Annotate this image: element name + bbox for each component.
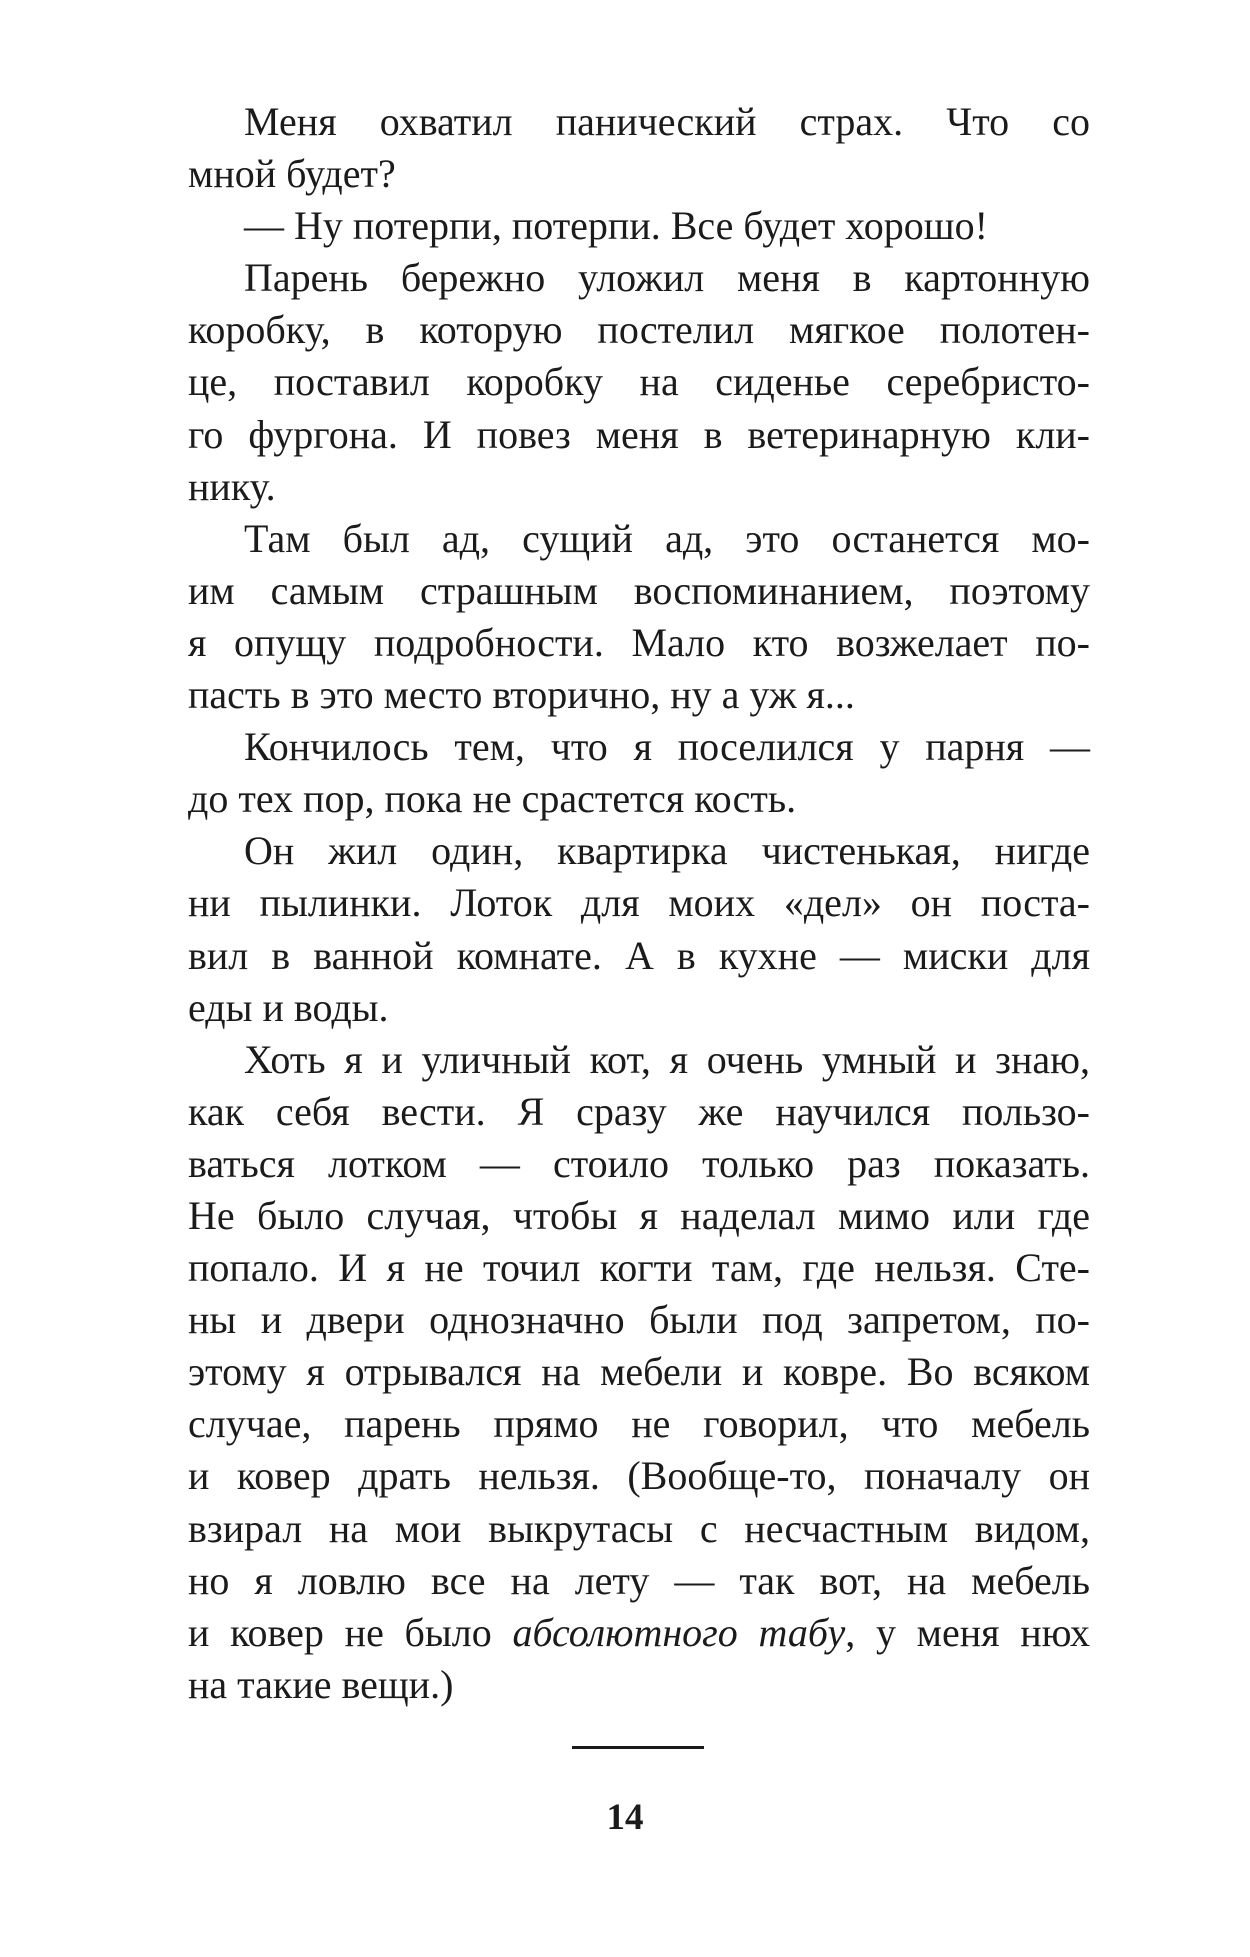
text-line: нику. xyxy=(188,463,276,509)
text-line: им самым страшным воспоминанием, поэтому xyxy=(188,567,1090,613)
text-line: мной будет? xyxy=(188,151,396,197)
italic-phrase: абсолютного табу xyxy=(512,1609,846,1655)
page-number-rule xyxy=(572,1746,704,1749)
text-segment: , у меня нюх xyxy=(845,1609,1090,1655)
text-line: вил в ванной комнате. А в кухне — миски для xyxy=(188,932,1090,978)
text-line: этому я отрывался на мебели и ковре. Во всяком xyxy=(188,1349,1090,1395)
text-line: я опущу подробности. Мало кто возжелает по- xyxy=(188,619,1090,665)
text-segment: и ковер не было xyxy=(188,1609,513,1655)
text-line: Не было случая, чтобы я наделал мимо или где xyxy=(188,1192,1090,1238)
text-line: Парень бережно уложил меня в картонную xyxy=(244,255,1090,301)
page-number: 14 xyxy=(606,1797,644,1838)
text-line: Там был ад, сущий ад, это останется мо- xyxy=(244,515,1090,561)
text-line: го фургона. И повез меня в ветеринарную кли- xyxy=(188,411,1090,457)
text-line xyxy=(188,1607,1090,1659)
text-line: попало. И я не точил когти там, где нельзя. Сте- xyxy=(188,1245,1090,1291)
text-line: пасть в это место вторично, ну а уж я... xyxy=(188,672,855,718)
text-line: ваться лотком — стоило только раз показать. xyxy=(188,1140,1090,1186)
text-line: но я ловлю все на лету — так вот, на мебель xyxy=(188,1557,1090,1603)
text-line: Хоть я и уличный кот, я очень умный и знаю, xyxy=(244,1036,1090,1082)
text-line: це, поставил коробку на сиденье серебристо- xyxy=(188,359,1090,405)
text-line: Кончилось тем, что я поселился у парня — xyxy=(244,724,1090,770)
text-line: Он жил один, квартирка чистенькая, нигде xyxy=(244,828,1090,874)
text-line: случае, парень прямо не говорил, что мебель xyxy=(188,1401,1090,1447)
text-line: и ковер драть нельзя. (Вообще-то, поначалу он xyxy=(188,1453,1090,1499)
text-line: еды и воды. xyxy=(188,984,389,1030)
text-line: — Ну потерпи, потерпи. Все будет хорошо! xyxy=(244,203,988,249)
text-line: коробку, в которую постелил мягкое полотен- xyxy=(188,307,1090,353)
text-line: как себя вести. Я сразу же научился пользо- xyxy=(188,1088,1090,1134)
page-text xyxy=(188,96,1090,1711)
text-line: до тех пор, пока не срастется кость. xyxy=(188,776,797,822)
text-line: взирал на мои выкрутасы с несчастным видом, xyxy=(188,1505,1090,1551)
text-line: на такие вещи.) xyxy=(188,1661,454,1707)
text-line: ны и двери однозначно были под запретом, по- xyxy=(188,1297,1090,1343)
text-line: Меня охватил панический страх. Что со xyxy=(244,99,1090,144)
text-line: ни пылинки. Лоток для моих «дел» он поста- xyxy=(188,880,1090,926)
